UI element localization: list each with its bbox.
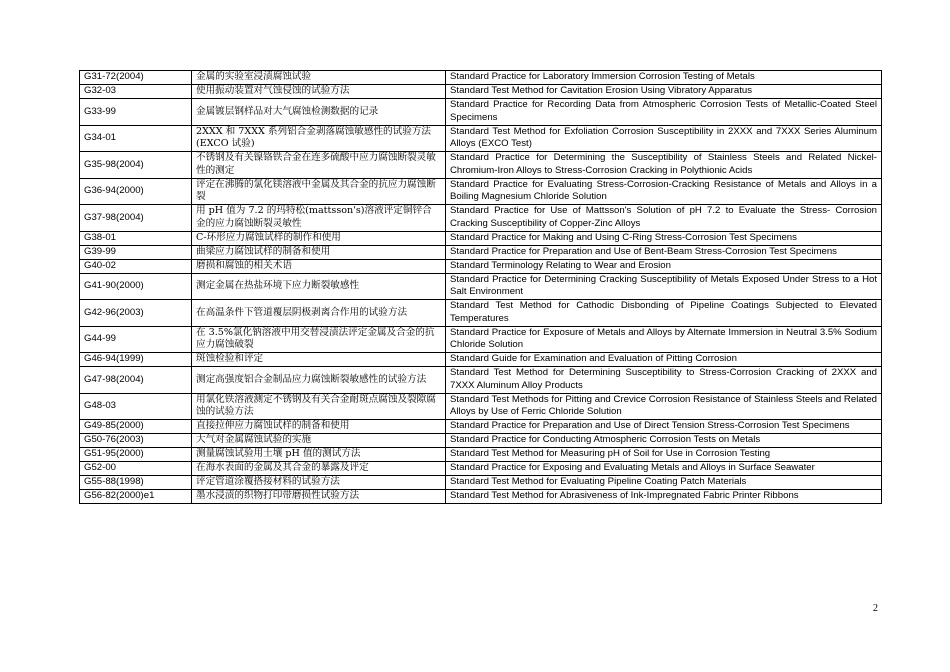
standard-code-cell: G49-85(2000) — [80, 420, 192, 434]
chinese-title-cell: 使用振动装置对气蚀侵蚀的试验方法 — [192, 85, 446, 99]
english-title-cell: Standard Guide for Examination and Evaluation of Pitting Corrosion — [446, 353, 882, 367]
table-row — [80, 231, 882, 245]
chinese-title-cell: 用氯化铁溶液测定不锈钢及有关合金耐斑点腐蚀及裂隙腐蚀的试验方法 — [192, 393, 446, 420]
standard-code-cell: G51-95(2000) — [80, 448, 192, 462]
english-title-cell: Standard Practice for Exposure of Metals and Alloys by Alternate Immersion in Neutral 3.5% Sodium Chloride Solution — [446, 326, 882, 353]
english-title-cell: Standard Test Method for Evaluating Pipeline Coating Patch Materials — [446, 476, 882, 490]
chinese-title-cell: 在高温条件下管道覆层阴极剥离合作用的试验方法 — [192, 300, 446, 327]
table-row — [80, 245, 882, 259]
table-row — [80, 85, 882, 99]
english-title-cell: Standard Practice for Laboratory Immersion Corrosion Testing of Metals — [446, 71, 882, 85]
standard-code-cell: G31-72(2004) — [80, 71, 192, 85]
chinese-title-cell: 2XXX 和 7XXX 系列铝合金剥落腐蚀敏感性的试验方法(EXCO 试验) — [192, 125, 446, 152]
english-title-cell: Standard Practice for Recording Data from Atmospheric Corrosion Tests of Metallic-Coated Steel Specimens — [446, 99, 882, 126]
standard-code-cell: G52-00 — [80, 462, 192, 476]
english-title-cell: Standard Test Method for Exfoliation Corrosion Susceptibility in 2XXX and 7XXX Series Aluminum Alloys (EXCO Test) — [446, 125, 882, 152]
table-row — [80, 353, 882, 367]
standard-code-cell: G48-03 — [80, 393, 192, 420]
table-row — [80, 490, 882, 504]
table-row — [80, 71, 882, 85]
english-title-cell: Standard Test Method for Determining Susceptibility to Stress-Corrosion Cracking of 2XXX and 7XXX Aluminum Alloy Products — [446, 367, 882, 394]
standard-code-cell: G35-98(2004) — [80, 152, 192, 179]
english-title-cell: Standard Practice for Preparation and Use of Direct Tension Stress-Corrosion Test Specimens — [446, 420, 882, 434]
english-title-cell: Standard Practice for Preparation and Use of Bent-Beam Stress-Corrosion Test Specimens — [446, 245, 882, 259]
standard-code-cell: G44-99 — [80, 326, 192, 353]
standard-code-cell: G40-02 — [80, 259, 192, 273]
chinese-title-cell: 直接拉伸应力腐蚀试样的制备和使用 — [192, 420, 446, 434]
page-number: 2 — [873, 603, 878, 614]
chinese-title-cell: 用 pH 值为 7.2 的玛特松(mattsson's)溶液评定铜锌合金的应力腐蚀断裂灵敏性 — [192, 205, 446, 232]
standard-code-cell: G47-98(2004) — [80, 367, 192, 394]
english-title-cell: Standard Terminology Relating to Wear and Erosion — [446, 259, 882, 273]
chinese-title-cell: 大气对金属腐蚀试验的实施 — [192, 434, 446, 448]
standard-code-cell: G37-98(2004) — [80, 205, 192, 232]
standards-table-body — [80, 71, 882, 504]
standard-code-cell: G46-94(1999) — [80, 353, 192, 367]
english-title-cell: Standard Test Method for Cavitation Erosion Using Vibratory Apparatus — [446, 85, 882, 99]
chinese-title-cell: 在 3.5%氯化钠溶液中用交替浸渍法评定金属及合金的抗应力腐蚀破裂 — [192, 326, 446, 353]
standard-code-cell: G56-82(2000)e1 — [80, 490, 192, 504]
standard-code-cell: G55-88(1998) — [80, 476, 192, 490]
standard-code-cell: G41-90(2000) — [80, 273, 192, 300]
chinese-title-cell: 测量腐蚀试验用土壤 pH 值的测试方法 — [192, 448, 446, 462]
table-row — [80, 152, 882, 179]
chinese-title-cell: 测定高强度铝合金制品应力腐蚀断裂敏感性的试验方法 — [192, 367, 446, 394]
table-row — [80, 125, 882, 152]
english-title-cell: Standard Practice for Conducting Atmospheric Corrosion Tests on Metals — [446, 434, 882, 448]
table-row — [80, 448, 882, 462]
english-title-cell: Standard Practice for Determining the Susceptibility of Stainless Steels and Related Nickel-Chromium-Iron Alloys to Stress-Corrosion Cracking in Polythionic Acids — [446, 152, 882, 179]
table-row — [80, 178, 882, 205]
standard-code-cell: G34-01 — [80, 125, 192, 152]
chinese-title-cell: 评定在沸腾的氯化镁溶液中金属及其合金的抗应力腐蚀断裂 — [192, 178, 446, 205]
standard-code-cell: G38-01 — [80, 231, 192, 245]
table-row — [80, 393, 882, 420]
table-row — [80, 476, 882, 490]
english-title-cell: Standard Practice for Use of Mattsson's Solution of pH 7.2 to Evaluate the Stress- Corrosion Cracking Susceptibility of Copper-Zinc Alloys — [446, 205, 882, 232]
chinese-title-cell: 墨水浸渍的织物打印带磨损性试验方法 — [192, 490, 446, 504]
table-row — [80, 462, 882, 476]
table-row — [80, 434, 882, 448]
english-title-cell: Standard Test Method for Measuring pH of Soil for Use in Corrosion Testing — [446, 448, 882, 462]
chinese-title-cell: C-环形应力腐蚀试样的制作和使用 — [192, 231, 446, 245]
english-title-cell: Standard Practice for Exposing and Evaluating Metals and Alloys in Surface Seawater — [446, 462, 882, 476]
chinese-title-cell: 磨损和腐蚀的相关术语 — [192, 259, 446, 273]
english-title-cell: Standard Test Methods for Pitting and Crevice Corrosion Resistance of Stainless Steels and Related Alloys by Use of Ferric Chloride Solution — [446, 393, 882, 420]
table-row — [80, 367, 882, 394]
standard-code-cell: G33-99 — [80, 99, 192, 126]
chinese-title-cell: 金属的实验室浸渍腐蚀试验 — [192, 71, 446, 85]
standard-code-cell: G39-99 — [80, 245, 192, 259]
chinese-title-cell: 测定金属在热盐环境下应力断裂敏感性 — [192, 273, 446, 300]
standard-code-cell: G42-96(2003) — [80, 300, 192, 327]
table-row — [80, 420, 882, 434]
standard-code-cell: G36-94(2000) — [80, 178, 192, 205]
table-row — [80, 300, 882, 327]
table-row — [80, 99, 882, 126]
table-row — [80, 273, 882, 300]
chinese-title-cell: 斑蚀检验和评定 — [192, 353, 446, 367]
english-title-cell: Standard Practice for Making and Using C-Ring Stress-Corrosion Test Specimens — [446, 231, 882, 245]
english-title-cell: Standard Test Method for Cathodic Disbonding of Pipeline Coatings Subjected to Elevated Temperatures — [446, 300, 882, 327]
standard-code-cell: G32-03 — [80, 85, 192, 99]
standards-table — [79, 70, 882, 504]
english-title-cell: Standard Test Method for Abrasiveness of Ink-Impregnated Fabric Printer Ribbons — [446, 490, 882, 504]
chinese-title-cell: 不锈钢及有关镍铬铁合金在连多硫酸中应力腐蚀断裂灵敏性的测定 — [192, 152, 446, 179]
table-row — [80, 205, 882, 232]
english-title-cell: Standard Practice for Evaluating Stress-Corrosion-Cracking Resistance of Metals and Alloys in a Boiling Magnesium Chloride Solution — [446, 178, 882, 205]
chinese-title-cell: 评定管道涂覆搭接材料的试验方法 — [192, 476, 446, 490]
table-row — [80, 326, 882, 353]
table-row — [80, 259, 882, 273]
chinese-title-cell: 曲梁应力腐蚀试样的制备和使用 — [192, 245, 446, 259]
english-title-cell: Standard Practice for Determining Cracking Susceptibility of Metals Exposed Under Stress to a Hot Salt Environment — [446, 273, 882, 300]
standard-code-cell: G50-76(2003) — [80, 434, 192, 448]
chinese-title-cell: 在海水表面的金属及其合金的暴露及评定 — [192, 462, 446, 476]
chinese-title-cell: 金属镀层钢样品对大气腐蚀检测数据的记录 — [192, 99, 446, 126]
